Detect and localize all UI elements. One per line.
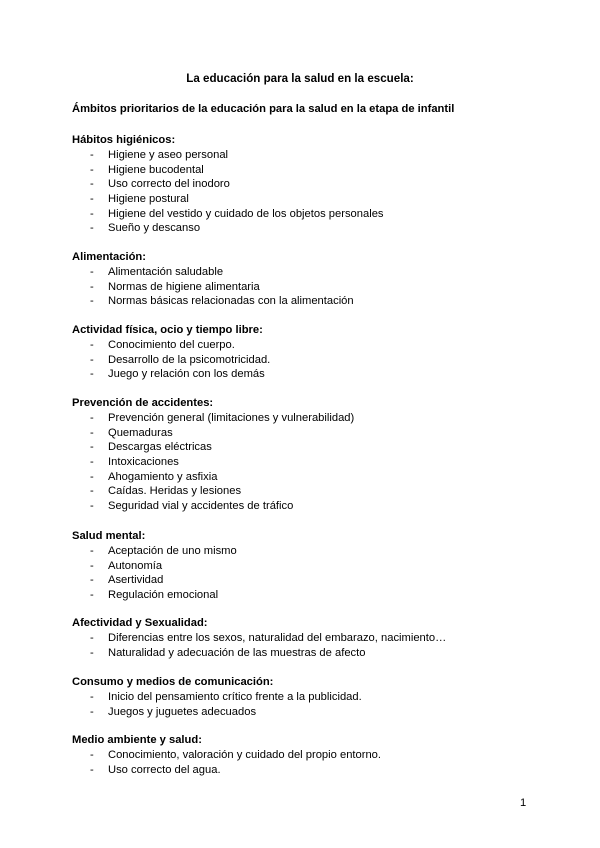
list-item xyxy=(72,207,552,222)
bullet-list xyxy=(72,690,552,719)
dash-bullet-icon: - xyxy=(90,163,94,176)
dash-bullet-icon: - xyxy=(90,426,94,439)
section-title: Salud mental: xyxy=(72,530,146,542)
list-item-text: Ahogamiento y asfixia xyxy=(108,470,218,483)
dash-bullet-icon: - xyxy=(90,574,94,587)
dash-bullet-icon: - xyxy=(90,470,94,483)
section-actividad-fisica xyxy=(72,323,552,382)
dash-bullet-icon: - xyxy=(90,559,94,572)
dash-bullet-icon: - xyxy=(90,368,94,381)
list-item xyxy=(72,705,552,720)
list-item xyxy=(72,455,552,470)
list-item-text: Normas básicas relacionadas con la alimentación xyxy=(108,295,354,308)
dash-bullet-icon: - xyxy=(90,222,94,235)
list-item-text: Conocimiento, valoración y cuidado del propio entorno. xyxy=(108,749,382,761)
dash-bullet-icon: - xyxy=(90,545,94,557)
dash-bullet-icon: - xyxy=(90,485,94,498)
bullet-list xyxy=(72,748,552,777)
list-item-text: Inicio del pensamiento crítico frente a la publicidad. xyxy=(108,691,362,703)
list-item xyxy=(72,499,552,514)
section-title: Afectividad y Sexualidad: xyxy=(72,617,208,629)
section-title: Prevención de accidentes: xyxy=(72,397,214,409)
list-item xyxy=(72,163,552,178)
bullet-list xyxy=(72,411,552,514)
list-item xyxy=(72,192,552,207)
list-item xyxy=(72,353,552,368)
dash-bullet-icon: - xyxy=(90,412,94,424)
bullet-list xyxy=(72,338,552,382)
dash-bullet-icon: - xyxy=(90,691,94,703)
section-title: Hábitos higiénicos: xyxy=(72,134,176,146)
dash-bullet-icon: - xyxy=(90,339,94,351)
dash-bullet-icon: - xyxy=(90,589,94,602)
list-item-text: Uso correcto del inodoro xyxy=(108,178,230,191)
section-title: Actividad física, ocio y tiempo libre: xyxy=(72,324,263,336)
list-item xyxy=(72,559,552,574)
list-item xyxy=(72,177,552,192)
list-item xyxy=(72,690,552,705)
section-consumo-medios xyxy=(72,675,552,719)
list-item-text: Juego y relación con los demás xyxy=(108,368,265,381)
list-item xyxy=(72,484,552,499)
list-item xyxy=(72,470,552,485)
document-title: La educación para la salud en la escuela: xyxy=(186,72,414,85)
bullet-list xyxy=(72,265,552,309)
list-item-text: Uso correcto del agua. xyxy=(108,763,221,776)
dash-bullet-icon: - xyxy=(90,441,94,454)
list-item xyxy=(72,280,552,295)
section-medio-ambiente xyxy=(72,733,552,777)
dash-bullet-icon: - xyxy=(90,280,94,293)
dash-bullet-icon: - xyxy=(90,266,94,278)
dash-bullet-icon: - xyxy=(90,705,94,718)
list-item-text: Naturalidad y adecuación de las muestras de afecto xyxy=(108,646,366,659)
list-item xyxy=(72,221,552,236)
list-item-text: Diferencias entre los sexos, naturalidad del embarazo, nacimiento… xyxy=(108,632,447,644)
list-item-text: Juegos y juguetes adecuados xyxy=(108,705,257,718)
dash-bullet-icon: - xyxy=(90,749,94,761)
list-item xyxy=(72,367,552,382)
dash-bullet-icon: - xyxy=(90,353,94,366)
list-item-text: Higiene y aseo personal xyxy=(108,149,229,161)
dash-bullet-icon: - xyxy=(90,500,94,513)
list-item-text: Intoxicaciones xyxy=(108,456,179,469)
bullet-list xyxy=(72,148,552,236)
section-title: Medio ambiente y salud: xyxy=(72,734,202,746)
dash-bullet-icon: - xyxy=(90,632,94,644)
list-item xyxy=(72,631,552,646)
section-title: Alimentación: xyxy=(72,251,146,263)
list-item xyxy=(72,573,552,588)
list-item-text: Higiene bucodental xyxy=(108,163,204,176)
list-item-text: Seguridad vial y accidentes de tráfico xyxy=(108,500,294,513)
list-item-text: Conocimiento del cuerpo. xyxy=(108,339,235,351)
list-item xyxy=(72,763,552,778)
dash-bullet-icon: - xyxy=(90,646,94,659)
list-item-text: Higiene del vestido y cuidado de los objetos personales xyxy=(108,207,384,220)
list-item-text: Desarrollo de la psicomotricidad. xyxy=(108,353,271,366)
list-item-text: Asertividad xyxy=(108,574,164,587)
list-item xyxy=(72,588,552,603)
section-habitos-higienicos xyxy=(72,133,552,236)
dash-bullet-icon: - xyxy=(90,456,94,469)
dash-bullet-icon: - xyxy=(90,207,94,220)
list-item-text: Regulación emocional xyxy=(108,589,219,602)
list-item xyxy=(72,338,552,353)
list-item xyxy=(72,426,552,441)
list-item xyxy=(72,148,552,163)
list-item-text: Prevención general (limitaciones y vulnerabilidad) xyxy=(108,412,355,424)
list-item xyxy=(72,265,552,280)
list-item-text: Autonomía xyxy=(108,559,163,572)
list-item-text: Descargas eléctricas xyxy=(108,441,212,454)
bullet-list xyxy=(72,544,552,603)
section-title: Consumo y medios de comunicación: xyxy=(72,676,274,688)
section-salud-mental xyxy=(72,529,552,603)
bullet-list xyxy=(72,631,552,660)
dash-bullet-icon: - xyxy=(90,178,94,191)
dash-bullet-icon: - xyxy=(90,193,94,206)
section-prevencion-accidentes xyxy=(72,396,552,514)
list-item-text: Higiene postural xyxy=(108,193,189,206)
list-item xyxy=(72,646,552,661)
document-subtitle: Ámbitos prioritarios de la educación para la salud en la etapa de infantil xyxy=(72,103,455,115)
dash-bullet-icon: - xyxy=(90,763,94,776)
list-item-text: Caídas. Heridas y lesiones xyxy=(108,485,242,498)
section-alimentacion xyxy=(72,250,552,309)
list-item-text: Alimentación saludable xyxy=(108,266,224,278)
list-item-text: Aceptación de uno mismo xyxy=(108,545,237,557)
list-item xyxy=(72,411,552,426)
section-afectividad-sexualidad xyxy=(72,616,552,660)
list-item-text: Sueño y descanso xyxy=(108,222,201,235)
dash-bullet-icon: - xyxy=(90,149,94,161)
list-item xyxy=(72,294,552,309)
list-item-text: Quemaduras xyxy=(108,426,173,439)
page-number: 1 xyxy=(520,797,527,809)
dash-bullet-icon: - xyxy=(90,295,94,308)
list-item-text: Normas de higiene alimentaria xyxy=(108,280,260,293)
list-item xyxy=(72,748,552,763)
list-item xyxy=(72,544,552,559)
list-item xyxy=(72,440,552,455)
